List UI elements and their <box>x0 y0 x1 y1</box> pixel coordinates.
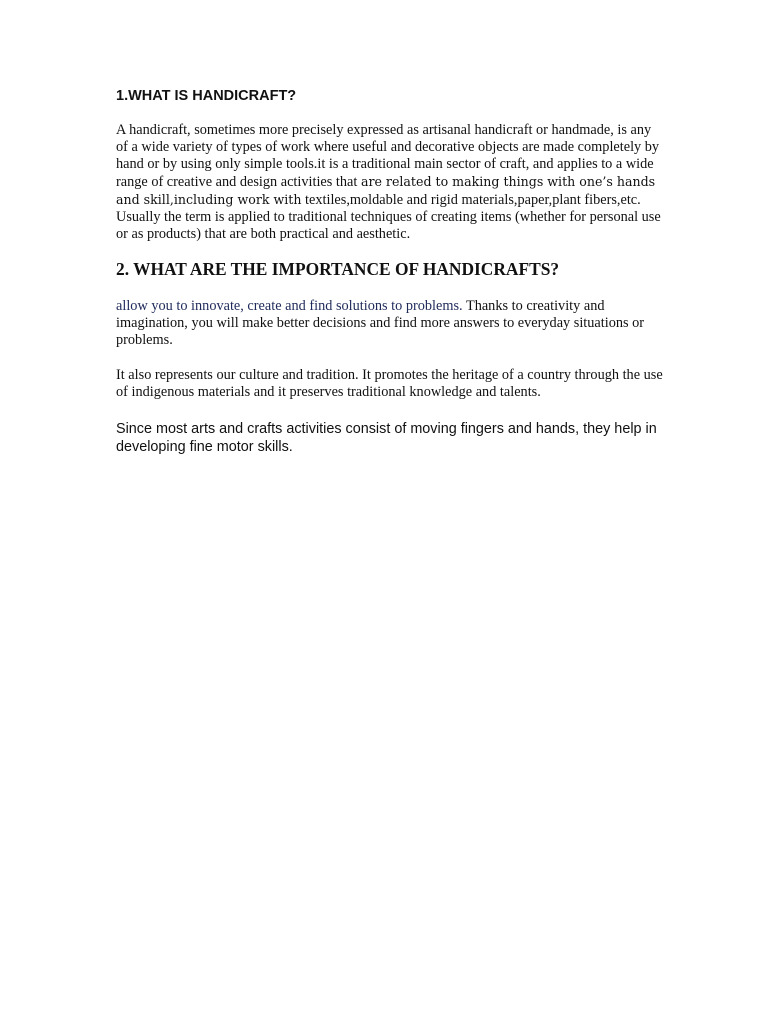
section-1-text-part-1: A handicraft, sometimes more precisely expressed as artisanal handicraft or handmade, is any of a wide variety of types of work where useful and decorative objects are made completely by hand or by using only simple tools.it is a traditional main sector of craft, and applies to a wide range of creative and design activities that <box>116 122 660 190</box>
section-1-text-part-2: are related to making things with one’s hands and skill,including work with <box>116 174 656 207</box>
section-2-paragraph-3: Since most arts and crafts activities consist of moving fingers and hands, they help in developing fine motor skills. <box>116 421 657 455</box>
document-content <box>116 88 664 456</box>
section-2-heading: 2. WHAT ARE THE IMPORTANCE OF HANDICRAFTS? <box>116 259 560 279</box>
section-2-paragraph-1 <box>116 298 664 349</box>
section-2-paragraph-1-rest: Thanks to creativity and imagination, you will make better decisions and find more answers to everyday situations or problems. <box>116 298 645 348</box>
section-2-paragraph-2: It also represents our culture and tradition. It promotes the heritage of a country through the use of indigenous materials and it preserves traditional knowledge and talents. <box>116 367 663 400</box>
section-2-paragraph-1-lead: allow you to innovate, create and find solutions to problems. <box>116 298 463 314</box>
section-1-paragraph <box>116 122 664 243</box>
section-1-text-part-3: textiles,moldable and rigid materials,paper,plant fibers,etc. Usually the term is applied to traditional techniques of creating items (whether for personal use or as products) that are both practical and aesthetic. <box>116 192 661 242</box>
section-1-heading: 1.WHAT IS HANDICRAFT? <box>116 88 297 104</box>
